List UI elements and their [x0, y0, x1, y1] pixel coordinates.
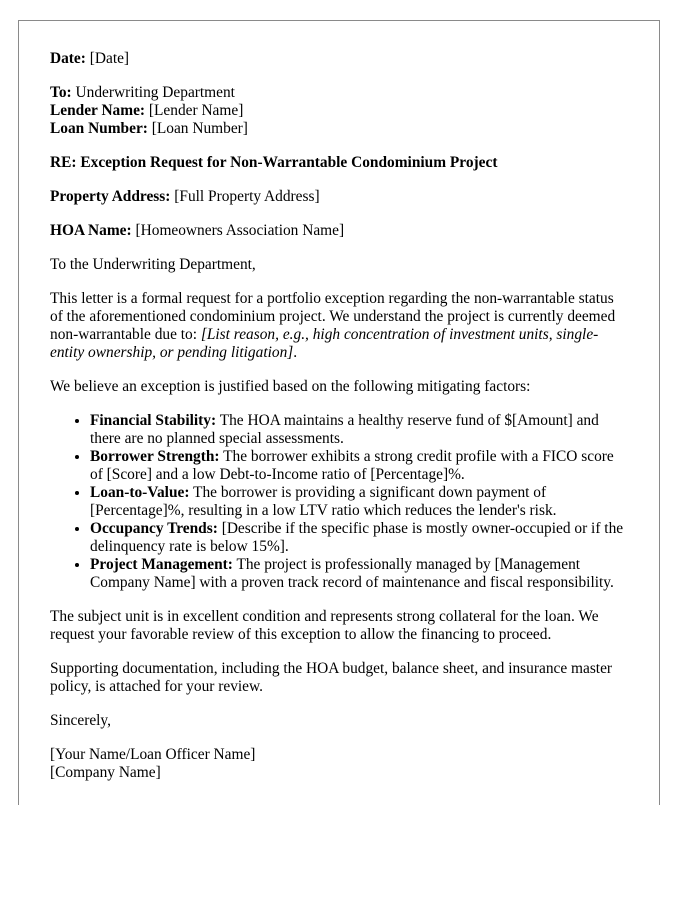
- factor-label: Loan-to-Value:: [90, 484, 190, 501]
- date-label: Date:: [50, 50, 86, 67]
- loan-number-label: Loan Number:: [50, 120, 148, 137]
- list-item: [90, 520, 630, 556]
- hoa-label: HOA Name:: [50, 222, 132, 239]
- lender-value: [Lender Name]: [145, 102, 244, 119]
- subject-text: RE: Exception Request for Non-Warrantable Condominium Project: [50, 154, 498, 171]
- hoa-line: [50, 222, 630, 240]
- letter-body: [50, 50, 630, 798]
- factor-text: The project is professionally managed by [Management Company Name] with a proven track record of maintenance and fiscal responsibility.: [90, 556, 614, 591]
- hoa-value: [Homeowners Association Name]: [131, 222, 345, 239]
- signer-name: [Your Name/Loan Officer Name]: [50, 746, 256, 763]
- intro-paragraph: [50, 290, 630, 362]
- mitigating-factors-list: [50, 412, 630, 592]
- factor-label: Occupancy Trends:: [90, 520, 218, 537]
- loan-number-value: [Loan Number]: [147, 120, 248, 137]
- collateral-paragraph: The subject unit is in excellent condition and represents strong collateral for the loan. We request your favorable review of this exception to allow the financing to proceed.: [50, 608, 599, 643]
- factor-label: Project Management:: [90, 556, 233, 573]
- letter-page: [18, 20, 660, 805]
- factor-label: Borrower Strength:: [90, 448, 220, 465]
- intro-text: This letter is a formal request for a portfolio exception regarding the non-warrantable status of the aforementioned condominium project. We understand the project is currently deemed non-warrantable due to:: [50, 290, 616, 343]
- intro-reason: [List reason, e.g., high concentration of investment units, single-entity ownership, or pending litigation]: [50, 326, 599, 361]
- list-item: [90, 448, 630, 484]
- property-value: [Full Property Address]: [170, 188, 320, 205]
- to-value: Underwriting Department: [71, 84, 235, 101]
- recipient-block: [50, 84, 630, 138]
- signature-block: [50, 746, 630, 782]
- salutation: To the Underwriting Department,: [50, 256, 256, 273]
- to-label: To:: [50, 84, 72, 101]
- lender-label: Lender Name:: [50, 102, 146, 119]
- factor-text: The borrower exhibits a strong credit profile with a FICO score of [Score] and a low Debt-to-Income ratio of [Percentage]%.: [90, 448, 614, 483]
- subject-line: [50, 154, 630, 172]
- date-value: [Date]: [85, 50, 130, 67]
- factor-text: The HOA maintains a healthy reserve fund of $[Amount] and there are no planned special assessments.: [90, 412, 599, 447]
- list-item: [90, 484, 630, 520]
- intro-end: .: [293, 344, 298, 361]
- date-line: [50, 50, 630, 68]
- property-label: Property Address:: [50, 188, 171, 205]
- documentation-paragraph: Supporting documentation, including the HOA budget, balance sheet, and insurance master policy, is attached for your review.: [50, 660, 613, 695]
- property-line: [50, 188, 630, 206]
- mitigating-intro: We believe an exception is justified based on the following mitigating factors:: [50, 378, 531, 395]
- factor-label: Financial Stability:: [90, 412, 217, 429]
- list-item: [90, 556, 630, 592]
- list-item: [90, 412, 630, 448]
- factor-text: [Describe if the specific phase is mostly owner-occupied or if the delinquency rate is below 15%].: [90, 520, 624, 555]
- factor-text: The borrower is providing a significant down payment of [Percentage]%, resulting in a low LTV ratio which reduces the lender's risk.: [90, 484, 557, 519]
- closing: Sincerely,: [50, 712, 111, 729]
- signer-company: [Company Name]: [50, 764, 161, 781]
